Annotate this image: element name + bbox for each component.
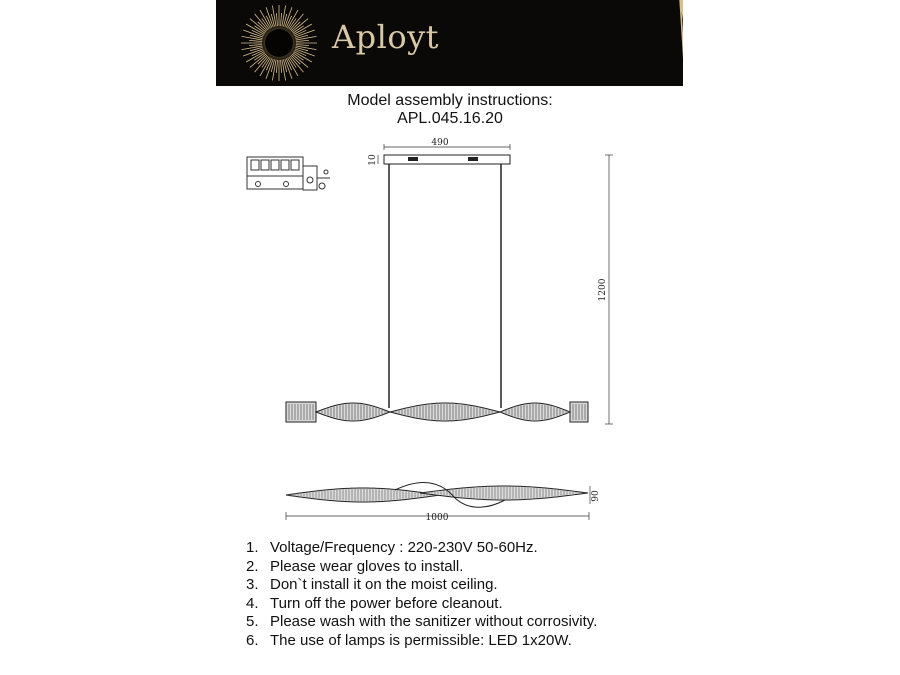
- instruction-item: 6. The use of lamps is permissible: LED 1x20W.: [246, 631, 572, 649]
- luminaire-body-side: [286, 482, 588, 507]
- dim-length: 1000: [425, 513, 449, 523]
- wiring-diagram: [247, 157, 330, 190]
- instruction-item: 5. Please wash with the sanitizer without corrosivity.: [246, 613, 598, 631]
- luminaire-body-front: [286, 402, 588, 422]
- brand-name: Aployt: [332, 18, 440, 56]
- dim-depth: 90: [591, 490, 601, 502]
- instruction-item: 1. Voltage/Frequency : 220-230V 50-60Hz.: [246, 539, 538, 556]
- instruction-item: 3. Don`t install it on the moist ceiling.: [246, 576, 498, 594]
- instructions-list: [246, 539, 597, 651]
- dim-top-height: 10: [368, 154, 378, 166]
- dim-total-height: 1200: [598, 278, 608, 302]
- instruction-item: 4. Turn off the power before cleanout.: [246, 594, 503, 612]
- dim-top-width: 490: [431, 138, 449, 148]
- instruction-item: 2. Please wear gloves to install.: [246, 557, 464, 575]
- document-title: Model assembly instructions:: [347, 92, 553, 109]
- model-number: APL.045.16.20: [397, 110, 503, 127]
